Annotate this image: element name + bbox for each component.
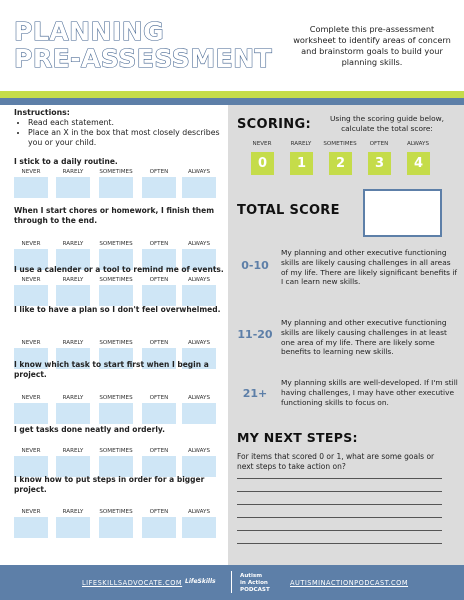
scoring-point-badge: 0 [251,152,274,175]
scale-label: RARELY [62,509,84,515]
scoring-label: RARELY [290,141,312,147]
answer-checkbox[interactable] [56,517,90,538]
question-block [14,206,226,247]
page-title [14,18,272,72]
answer-checkbox[interactable] [99,177,133,198]
scale-label: ALWAYS [187,277,210,283]
scale-label: ALWAYS [187,340,210,346]
next-steps-title: MY NEXT STEPS: [237,430,358,445]
footer-divider [231,571,232,593]
scale-label: SOMETIMES [99,277,133,283]
next-steps-line[interactable] [237,478,442,479]
scale-label: ALWAYS [187,395,210,401]
scale-label: NEVER [21,277,41,283]
scale-label: OFTEN [149,277,169,283]
scale-label: NEVER [21,241,41,247]
scale-label: OFTEN [149,395,169,401]
answer-checkbox[interactable] [99,285,133,306]
answer-checkbox[interactable] [56,403,90,424]
scoring-title: SCORING: [237,117,311,132]
answer-checkbox[interactable] [56,456,90,477]
next-steps-line[interactable] [237,517,442,518]
title-line-2: PRE-ASSESSMENT [14,44,273,73]
next-steps-line[interactable] [237,504,442,505]
scoring-label: OFTEN [369,141,389,147]
scale-label: OFTEN [149,509,169,515]
answer-checkbox[interactable] [142,177,176,198]
answer-checkbox[interactable] [14,517,48,538]
scale-label: SOMETIMES [99,395,133,401]
range-text: My planning and other executive functioning skills are likely causing challenges in all areas of my life. There are likely significant benefits if I can learn new skills. [281,248,458,287]
answer-checkbox[interactable] [99,517,133,538]
scale-label: SOMETIMES [99,340,133,346]
instructions-title: Instructions: [14,108,70,117]
next-steps-text: For items that scored 0 or 1, what are some goals or next steps to take action on? [237,452,435,471]
scale-label: OFTEN [149,340,169,346]
instruction-item: • Read each statement. [28,118,233,128]
question-block [14,360,226,401]
scoring-point-badge: 3 [368,152,391,175]
green-stripe [0,91,464,98]
total-score-title: TOTAL SCORE [237,203,340,218]
scale-label: SOMETIMES [99,241,133,247]
scale-label: NEVER [21,395,41,401]
footer [0,565,464,600]
answer-checkbox[interactable] [14,456,48,477]
scale-label: ALWAYS [187,241,210,247]
scale-label: NEVER [21,169,41,175]
answer-checkbox[interactable] [182,456,216,477]
answer-checkbox[interactable] [56,177,90,198]
lifeskills-logo: LifeSkills [185,578,216,585]
question-text: I use a calender or a tool to remind me of events. [14,265,224,274]
answer-checkbox[interactable] [182,403,216,424]
answer-checkbox[interactable] [99,403,133,424]
scale-label: RARELY [62,277,84,283]
answer-checkbox[interactable] [182,517,216,538]
scoring-label: SOMETIMES [323,141,357,147]
scale-label: RARELY [62,169,84,175]
scoring-label: NEVER [252,141,272,147]
range-text: My planning and other executive functioning skills are likely causing challenges in at least one area of my life. There are likely some benefits to learning new skills. [281,318,447,357]
answer-checkbox[interactable] [182,177,216,198]
total-score-box[interactable] [363,189,442,237]
question-block [14,305,226,346]
answer-checkbox[interactable] [142,403,176,424]
scoring-point-badge: 4 [407,152,430,175]
question-block [14,425,226,454]
autism-in-action-logo: Autism in Action PODCAST [240,573,270,593]
question-text: I know which task to start first when I begin a project. [14,360,209,379]
scale-label: NEVER [21,340,41,346]
answer-checkbox[interactable] [14,285,48,306]
scale-label: RARELY [62,340,84,346]
scoring-point-badge: 2 [329,152,352,175]
range-label: 21+ [242,387,268,400]
question-block [14,475,226,515]
scale-label: RARELY [62,395,84,401]
answer-checkbox[interactable] [142,285,176,306]
scale-label: ALWAYS [187,509,210,515]
blue-stripe [0,98,464,105]
scoring-panel [228,105,464,565]
scale-label: SOMETIMES [99,448,133,454]
range-text: My planning skills are well-developed. If I'm still having challenges, I may have other executive functioning skills to focus on. [281,378,458,407]
instructions-list [20,118,233,148]
scale-label: RARELY [62,241,84,247]
question-text: I stick to a daily routine. [14,157,118,166]
scale-label: OFTEN [149,448,169,454]
footer-link-lifeskills[interactable]: LIFESKILLSADVOCATE.COM [82,579,183,587]
question-text: When I start chores or homework, I finish them through to the end. [14,206,215,225]
question-text: I know how to put steps in order for a bigger project. [14,475,205,494]
question-text: I get tasks done neatly and orderly. [14,425,165,434]
scale-label: OFTEN [149,169,169,175]
next-steps-line[interactable] [237,530,442,531]
next-steps-line[interactable] [237,543,442,544]
answer-checkbox[interactable] [56,285,90,306]
instruction-item: • Place an X in the box that most closely describes you or your child. [28,128,233,148]
range-label: 0-10 [241,259,269,272]
answer-checkbox[interactable] [142,456,176,477]
scoring-point-badge: 1 [290,152,313,175]
scale-label: NEVER [21,509,41,515]
scale-label: NEVER [21,448,41,454]
scale-label: SOMETIMES [99,509,133,515]
answer-checkbox[interactable] [182,285,216,306]
scale-label: ALWAYS [187,169,210,175]
scale-label: RARELY [62,448,84,454]
range-label: 11-20 [237,328,273,341]
answer-checkbox[interactable] [14,177,48,198]
intro-text: Complete this pre-assessment worksheet to identify areas of concern and brainstorm goals to build your planning skills. [293,24,451,67]
question-text: I like to have a plan so I don't feel overwhelmed. [14,305,221,314]
answer-checkbox[interactable] [99,456,133,477]
scale-label: SOMETIMES [99,169,133,175]
assessment-column [0,105,228,565]
answer-checkbox[interactable] [142,517,176,538]
scoring-text: Using the scoring guide below, calculate the total score: [330,114,444,133]
scale-label: ALWAYS [187,448,210,454]
question-block [14,265,226,283]
scoring-label: ALWAYS [406,141,429,147]
scale-label: OFTEN [149,241,169,247]
next-steps-line[interactable] [237,491,442,492]
title-line-1: PLANNING [14,17,165,46]
question-block [14,157,226,175]
footer-link-podcast[interactable]: AUTISMINACTIONPODCAST.COM [290,579,409,587]
answer-checkbox[interactable] [14,403,48,424]
